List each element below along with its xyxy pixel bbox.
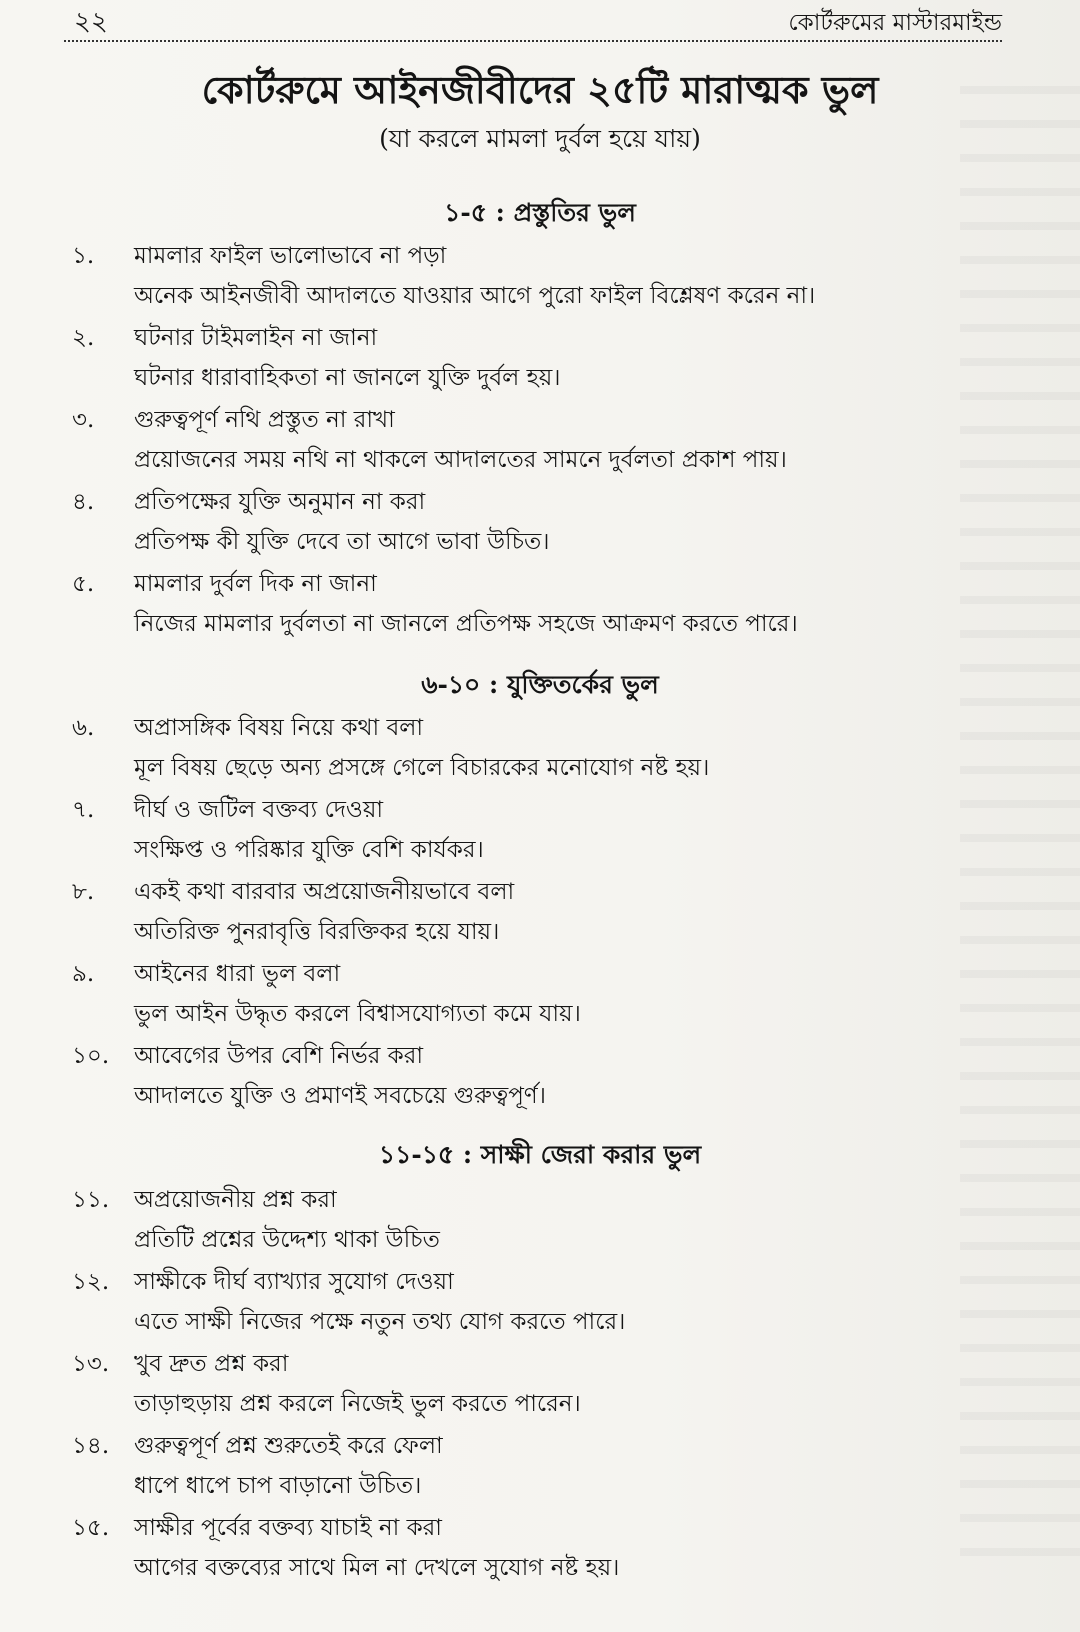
item-title: দীর্ঘ ও জটিল বক্তব্য দেওয়া bbox=[134, 797, 384, 823]
item-number: ২. bbox=[72, 325, 95, 351]
running-header bbox=[64, 6, 1002, 42]
item-description: নিজের মামলার দুর্বলতা না জানলে প্রতিপক্ষ সহজে আক্রমণ করতে পারে। bbox=[134, 611, 798, 637]
list-item bbox=[72, 790, 972, 870]
item-number: ৮. bbox=[72, 879, 95, 905]
item-title: প্রতিপক্ষের যুক্তি অনুমান না করা bbox=[134, 489, 426, 515]
item-description: সংক্ষিপ্ত ও পরিষ্কার যুক্তি বেশি কার্যকর। bbox=[134, 837, 484, 863]
book-title: কোর্টরুমের মাস্টারমাইন্ড bbox=[788, 10, 1002, 36]
list-item bbox=[72, 1426, 972, 1506]
list-item bbox=[72, 400, 972, 480]
page-number: ২২ bbox=[74, 7, 108, 37]
item-description: তাড়াহুড়ায় প্রশ্ন করলে নিজেই ভুল করতে পারেন। bbox=[134, 1391, 581, 1417]
item-title: আইনের ধারা ভুল বলা bbox=[134, 961, 341, 987]
item-number: ৬. bbox=[72, 715, 95, 741]
item-title: আবেগের উপর বেশি নির্ভর করা bbox=[134, 1043, 424, 1069]
item-description: প্রতিটি প্রশ্নের উদ্দেশ্য থাকা উচিত bbox=[134, 1227, 440, 1253]
item-number: ১. bbox=[72, 243, 95, 269]
item-description: প্রয়োজনের সময় নথি না থাকলে আদালতের সামনে দুর্বলতা প্রকাশ পায়। bbox=[134, 447, 787, 473]
item-title: মামলার দুর্বল দিক না জানা bbox=[134, 571, 377, 597]
list-item bbox=[72, 564, 972, 644]
item-title: মামলার ফাইল ভালোভাবে না পড়া bbox=[134, 243, 447, 269]
item-title: অপ্রাসঙ্গিক বিষয় নিয়ে কথা বলা bbox=[134, 715, 424, 741]
section-heading-argument: ৬-১০ : যুক্তিতর্কের ভুল bbox=[421, 670, 659, 699]
item-description: প্রতিপক্ষ কী যুক্তি দেবে তা আগে ভাবা উচিত। bbox=[134, 529, 550, 555]
chapter-title: কোর্টরুমে আইনজীবীদের ২৫টি মারাত্মক ভুল bbox=[201, 67, 879, 112]
item-title: সাক্ষীর পূর্বের বক্তব্য যাচাই না করা bbox=[134, 1515, 442, 1541]
item-number: ৯. bbox=[72, 961, 95, 987]
item-title: গুরুত্বপূর্ণ নথি প্রস্তুত না রাখা bbox=[134, 407, 395, 433]
list-item bbox=[72, 1180, 972, 1260]
section-heading-preparation: ১-৫ : প্রস্তুতির ভুল bbox=[444, 198, 636, 227]
item-description: ঘটনার ধারাবাহিকতা না জানলে যুক্তি দুর্বল হয়। bbox=[134, 365, 561, 391]
item-description: আদালতে যুক্তি ও প্রমাণই সবচেয়ে গুরুত্বপূর্ণ। bbox=[134, 1083, 546, 1109]
list-item bbox=[72, 708, 972, 788]
list-item bbox=[72, 1508, 972, 1588]
item-title: একই কথা বারবার অপ্রয়োজনীয়ভাবে বলা bbox=[134, 879, 515, 905]
item-number: ৪. bbox=[72, 489, 95, 515]
item-description: মূল বিষয় ছেড়ে অন্য প্রসঙ্গে গেলে বিচারকের মনোযোগ নষ্ট হয়। bbox=[134, 755, 710, 781]
list-item bbox=[72, 1036, 972, 1116]
item-number: ১০. bbox=[72, 1043, 110, 1069]
item-title: গুরুত্বপূর্ণ প্রশ্ন শুরুতেই করে ফেলা bbox=[134, 1433, 443, 1459]
list-item bbox=[72, 236, 972, 316]
item-title: অপ্রয়োজনীয় প্রশ্ন করা bbox=[134, 1187, 337, 1213]
item-description: ধাপে ধাপে চাপ বাড়ানো উচিত। bbox=[134, 1473, 422, 1499]
item-description: অনেক আইনজীবী আদালতে যাওয়ার আগে পুরো ফাইল বিশ্লেষণ করেন না। bbox=[134, 283, 816, 309]
list-item bbox=[72, 318, 972, 398]
item-number: ১৩. bbox=[72, 1351, 110, 1377]
list-item bbox=[72, 1262, 972, 1342]
item-number: ১৪. bbox=[72, 1433, 110, 1459]
item-number: ১১. bbox=[72, 1187, 110, 1213]
item-title: ঘটনার টাইমলাইন না জানা bbox=[134, 325, 378, 351]
item-description: ভুল আইন উদ্ধৃত করলে বিশ্বাসযোগ্যতা কমে যায়। bbox=[134, 1001, 581, 1027]
item-title: সাক্ষীকে দীর্ঘ ব্যাখ্যার সুযোগ দেওয়া bbox=[134, 1269, 454, 1295]
item-description: অতিরিক্ত পুনরাবৃত্তি বিরক্তিকর হয়ে যায়। bbox=[134, 919, 500, 945]
list-item bbox=[72, 482, 972, 562]
chapter-subtitle: (যা করলে মামলা দুর্বল হয়ে যায়) bbox=[379, 124, 701, 153]
section-heading-cross-examination: ১১-১৫ : সাক্ষী জেরা করার ভুল bbox=[378, 1140, 702, 1169]
item-title: খুব দ্রুত প্রশ্ন করা bbox=[134, 1351, 289, 1377]
list-item bbox=[72, 954, 972, 1034]
item-description: আগের বক্তব্যের সাথে মিল না দেখলে সুযোগ নষ্ট হয়। bbox=[134, 1555, 620, 1581]
item-description: এতে সাক্ষী নিজের পক্ষে নতুন তথ্য যোগ করতে পারে। bbox=[134, 1309, 626, 1335]
item-number: ৭. bbox=[72, 797, 95, 823]
item-number: ৫. bbox=[72, 571, 95, 597]
list-item bbox=[72, 1344, 972, 1424]
item-number: ১২. bbox=[72, 1269, 110, 1295]
item-number: ৩. bbox=[72, 407, 95, 433]
item-number: ১৫. bbox=[72, 1515, 110, 1541]
list-item bbox=[72, 872, 972, 952]
bleed-through-texture bbox=[960, 60, 1080, 1560]
